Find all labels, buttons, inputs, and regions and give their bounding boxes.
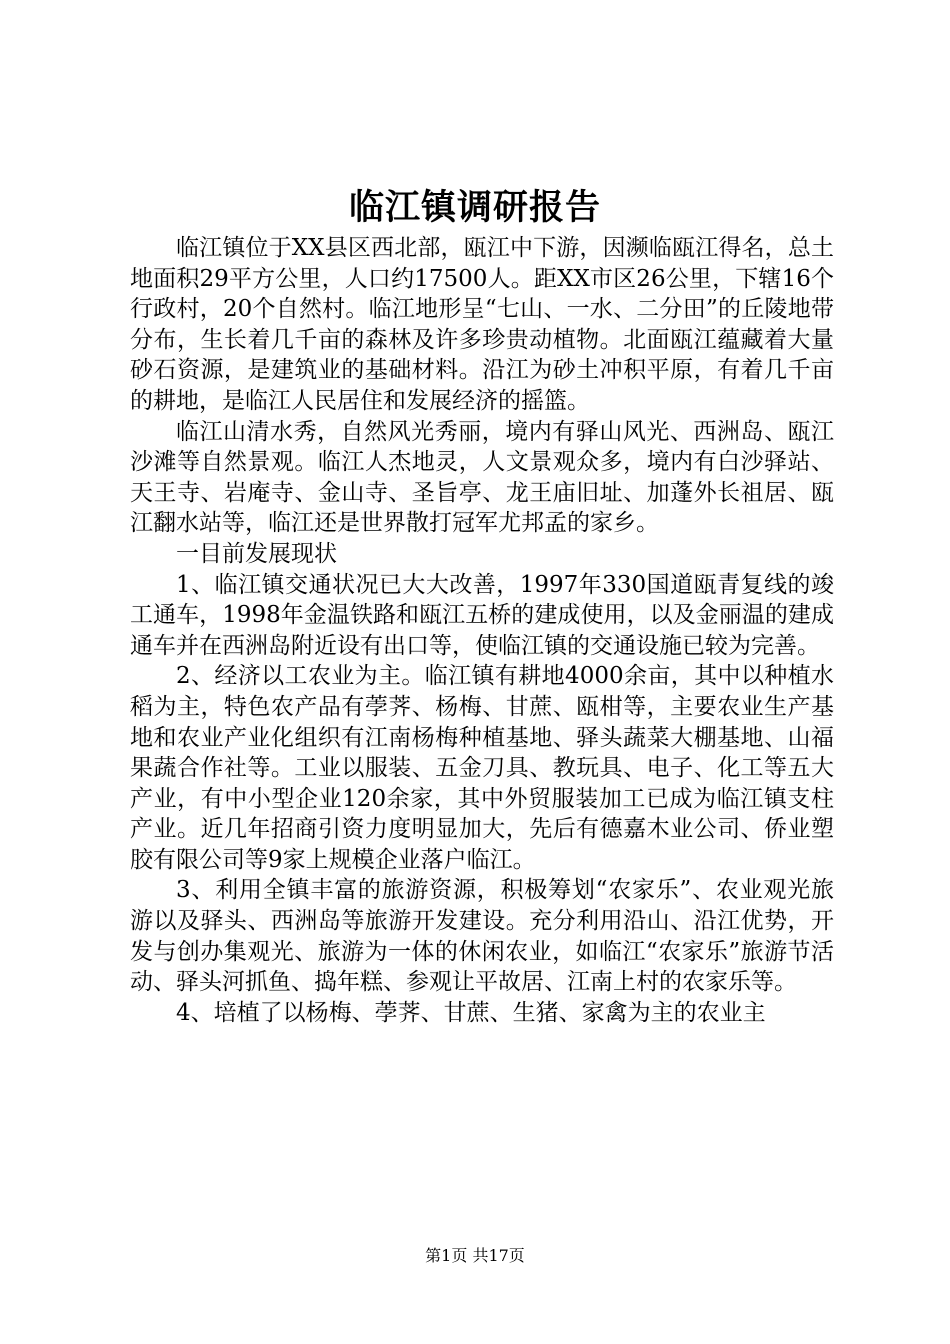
section-heading-current-status: 一目前发展现状 — [176, 540, 337, 567]
document-body — [130, 233, 834, 1028]
page-footer: 第1页 共17页 — [425, 1246, 525, 1265]
document-title: 临江镇调研报告 — [348, 187, 601, 228]
paragraph-item-1: 1、临江镇交通状况已大大改善，1997年330国道瓯青复线的竣工通车，1998年金温铁路和瓯江五桥的建成使用，以及金丽温的建成通车并在西洲岛附近设有出口等，使临江镇的交通设施已较为完善。 — [130, 571, 834, 659]
paragraph-intro: 临江镇位于XX县区西北部，瓯江中下游，因濒临瓯江得名，总土地面积29平方公里，人口约17500人。距XX市区26公里，下辖16个行政村，20个自然村。临江地形呈“七山、一水、二分田”的丘陵地带分布，生长着几千亩的森林及许多珍贵动植物。北面瓯江蕴藏着大量砂石资源，是建筑业的基础材料。沿江为砂土冲积平原，有着几千亩的耕地，是临江人民居住和发展经济的摇篮。 — [130, 235, 834, 414]
paragraph-item-3: 3、利用全镇丰富的旅游资源，积极筹划“农家乐”、农业观光旅游以及驿头、西洲岛等旅游开发建设。充分利用沿山、沿江优势，开发与创办集观光、旅游为一体的休闲农业，如临江“农家乐”旅游节活动、驿头河抓鱼、捣年糕、参观让平故居、江南上村的农家乐等。 — [130, 877, 834, 996]
paragraph-item-4: 4、培植了以杨梅、荸荠、甘蔗、生猪、家禽为主的农业主 — [176, 999, 766, 1026]
paragraph-scenery: 临江山清水秀，自然风光秀丽，境内有驿山风光、西洲岛、瓯江沙滩等自然景观。临江人杰地灵，人文景观众多，境内有白沙驿站、天王寺、岩庵寺、金山寺、圣旨亭、龙王庙旧址、加蓬外长祖居、瓯江翻水站等，临江还是世界散打冠军尤邦孟的家乡。 — [130, 418, 834, 537]
paragraph-item-2: 2、经济以工农业为主。临江镇有耕地4000余亩，其中以种植水稻为主，特色农产品有荸荠、杨梅、甘蔗、瓯柑等，主要农业生产基地和农业产业化组织有江南杨梅种植基地、驿头蔬菜大棚基地、山福果蔬合作社等。工业以服装、五金刀具、教玩具、电子、化工等五大产业，有中小型企业120余家，其中外贸服装加工已成为临江镇支柱产业。近几年招商引资力度明显加大，先后有德嘉木业公司、侨业塑胶有限公司等9家上规模企业落户临江。 — [130, 663, 834, 873]
